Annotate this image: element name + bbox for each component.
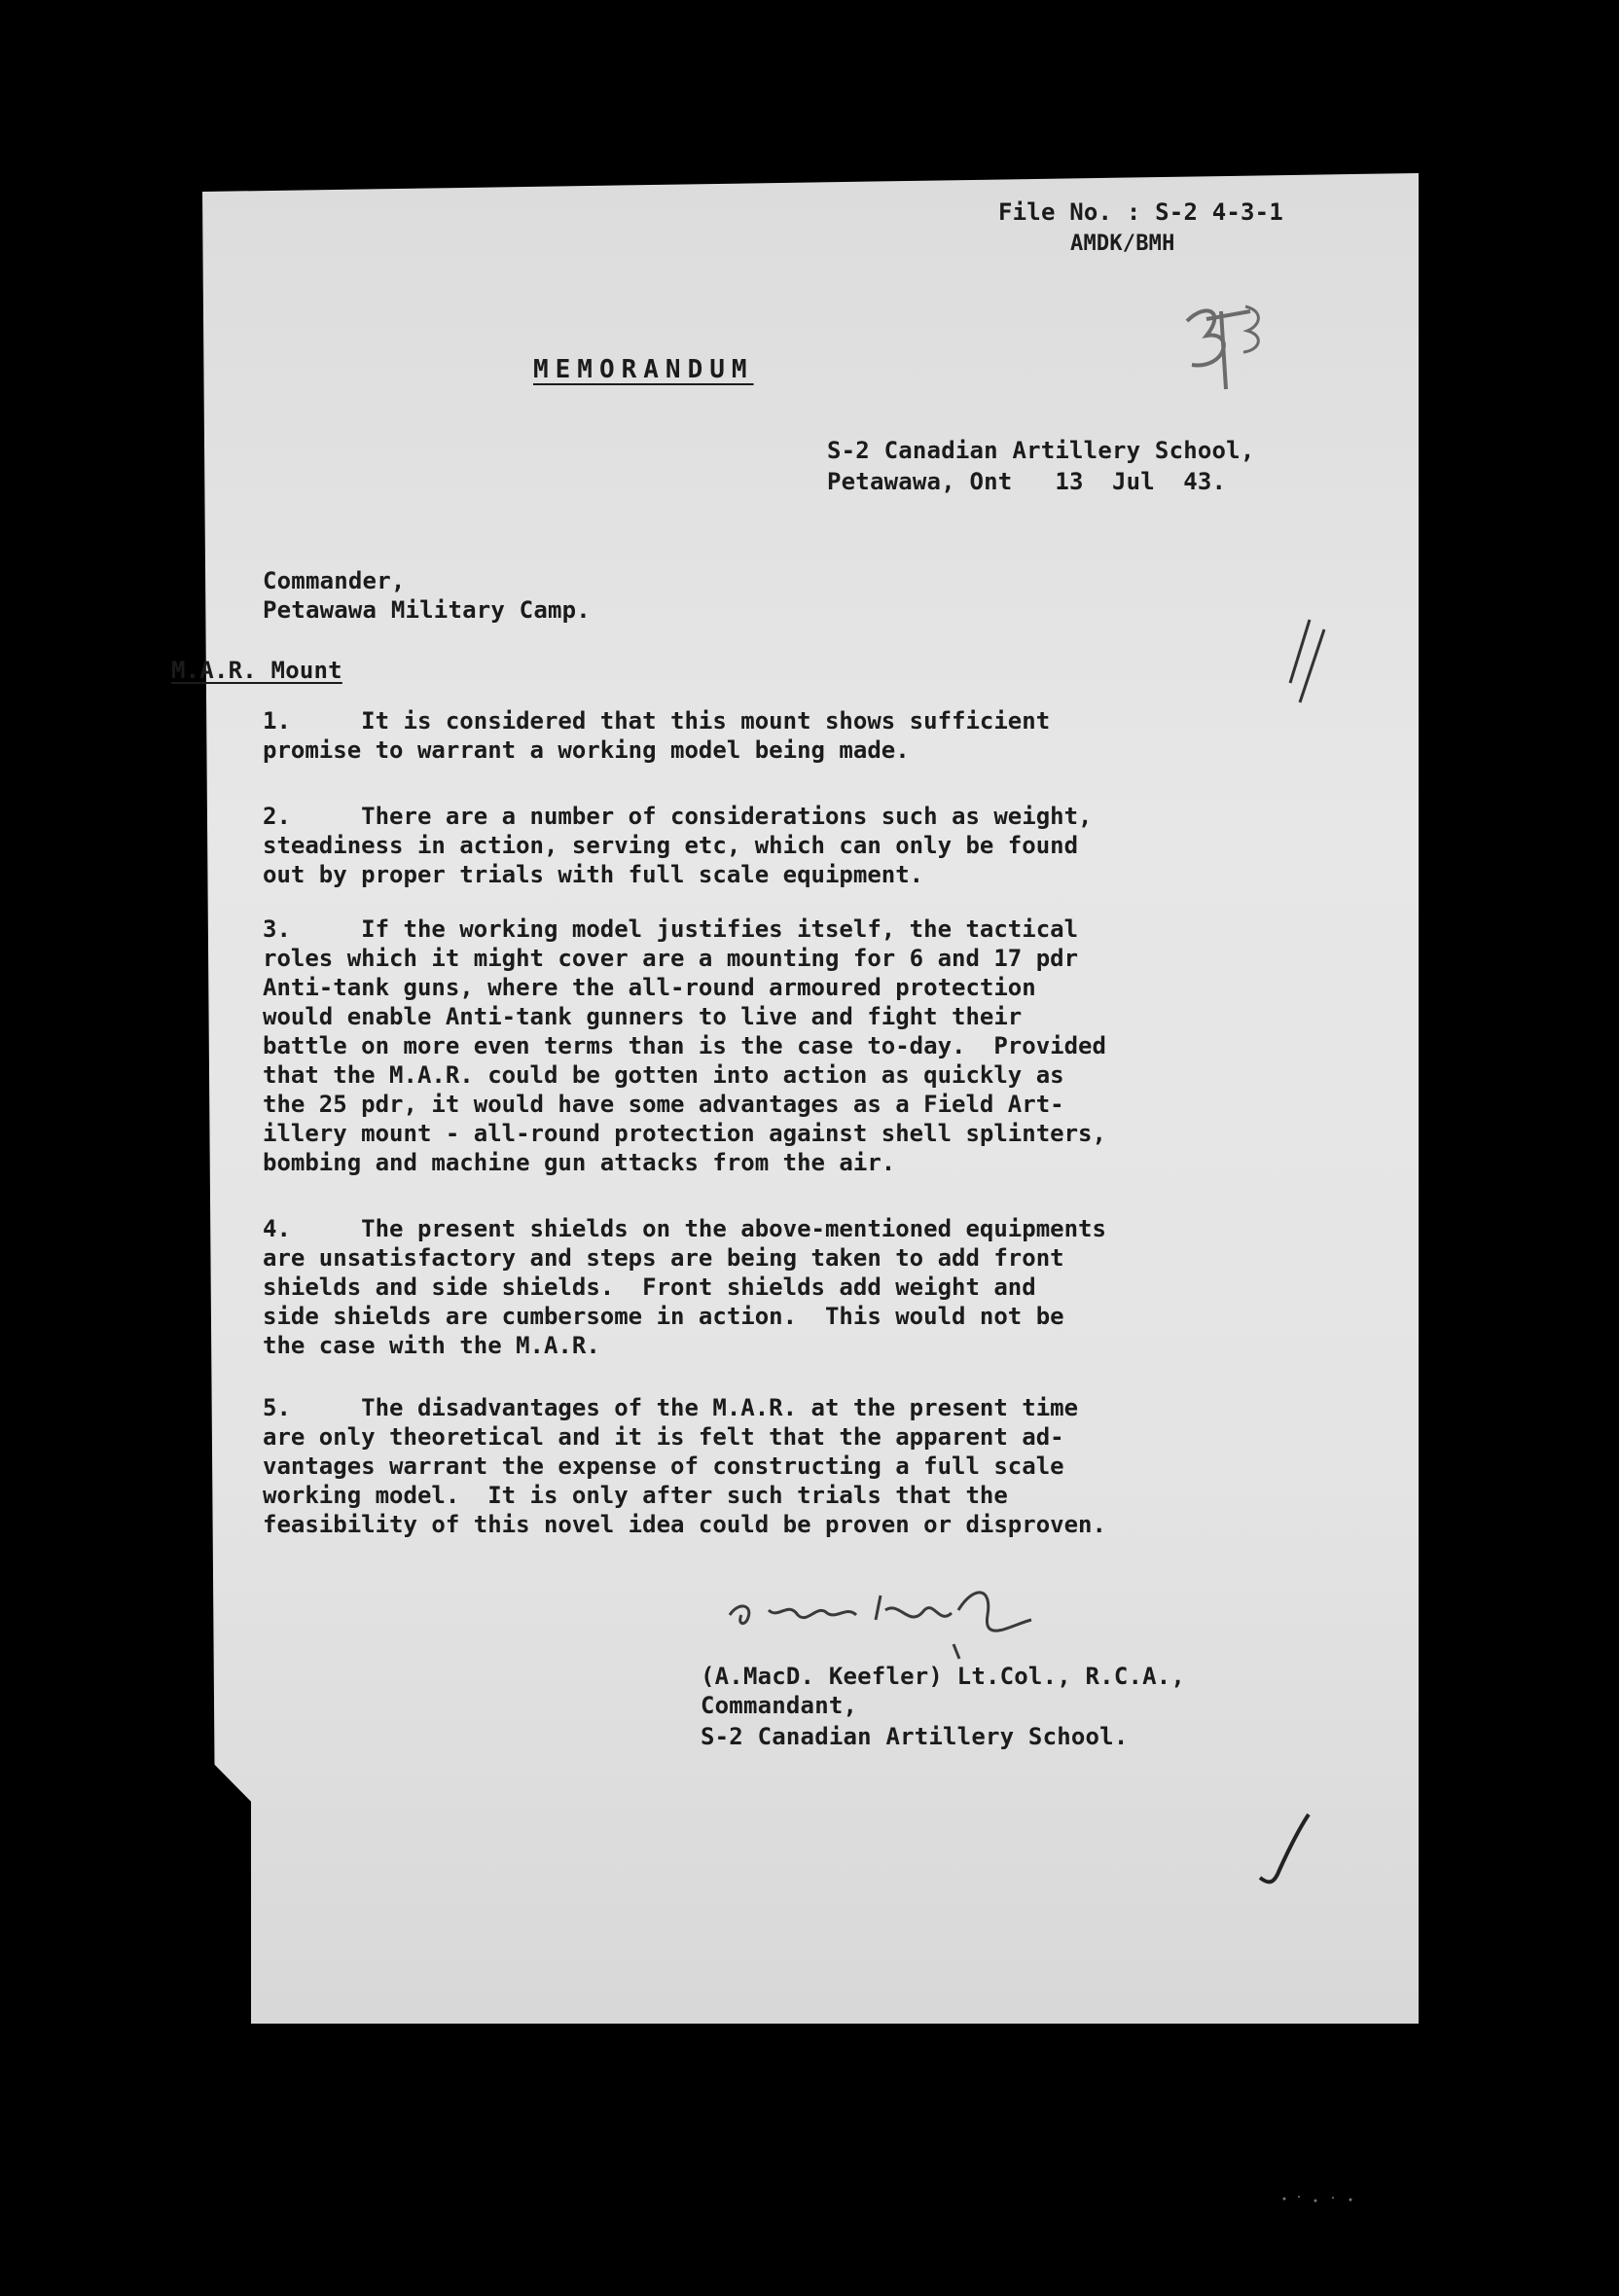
scan-noise: [1265, 2179, 1382, 2218]
paragraph-line: are unsatisfactory and steps are being taken to add front: [263, 1244, 1064, 1272]
sender-address-line1: S-2 Canadian Artillery School,: [827, 437, 1255, 464]
paragraph-line: the case with the M.A.R.: [263, 1332, 600, 1359]
paragraph-line: would enable Anti-tank gunners to live and fight their: [263, 1003, 1023, 1030]
addressee-line2: Petawawa Military Camp.: [263, 596, 591, 624]
signatory-title: Commandant,: [701, 1692, 858, 1719]
signatory-name: (A.MacD. Keefler) Lt.Col., R.C.A.,: [701, 1663, 1186, 1690]
paragraph-1: [263, 706, 1323, 765]
paragraph-line: battle on more even terms than is the case to-day. Provided: [263, 1032, 1106, 1059]
paragraph-line: feasibility of this novel idea could be proven or disproven.: [263, 1511, 1106, 1538]
paragraph-line: 1. It is considered that this mount shows sufficient: [263, 707, 1051, 735]
paragraph-line: vantages warrant the expense of constructing a full scale: [263, 1453, 1064, 1480]
paragraph-line: out by proper trials with full scale equipment.: [263, 861, 924, 888]
paragraph-line: 3. If the working model justifies itself, the tactical: [263, 915, 1079, 943]
paragraph-line: promise to warrant a working model being made.: [263, 736, 910, 764]
subject-line: M.A.R. Mount: [171, 657, 342, 684]
paragraph-line: are only theoretical and it is felt that the apparent ad-: [263, 1423, 1064, 1451]
paragraph-line: 4. The present shields on the above-mentioned equipments: [263, 1215, 1106, 1242]
paragraph-2: [263, 802, 1323, 889]
paragraph-line: the 25 pdr, it would have some advantages as a Field Art-: [263, 1091, 1064, 1118]
paragraph-line: side shields are cumbersome in action. This would not be: [263, 1303, 1064, 1330]
paragraph-line: illery mount - all-round protection against shell splinters,: [263, 1120, 1106, 1147]
paragraph-5: [263, 1393, 1323, 1539]
addressee-line1: Commander,: [263, 567, 406, 594]
paragraph-line: steadiness in action, serving etc, which can only be found: [263, 832, 1079, 859]
paragraph-line: working model. It is only after such trials that the: [263, 1482, 1008, 1509]
sender-address-line2: Petawawa, Ont 13 Jul 43.: [827, 468, 1227, 495]
paragraph-line: that the M.A.R. could be gotten into action as quickly as: [263, 1061, 1064, 1089]
paragraph-4: [263, 1214, 1323, 1360]
paragraph-3: [263, 915, 1323, 1177]
file-reference: AMDK/BMH: [1070, 232, 1175, 256]
paragraph-line: Anti-tank guns, where the all-round armoured protection: [263, 974, 1036, 1001]
check-mark-icon: [1255, 1810, 1313, 1887]
handwritten-initials-icon: [1168, 292, 1275, 399]
handwritten-signature-icon: [720, 1576, 1051, 1664]
paragraph-line: 5. The disadvantages of the M.A.R. at the present time: [263, 1394, 1079, 1421]
file-number: File No. : S-2 4-3-1: [998, 198, 1283, 226]
signatory-organization: S-2 Canadian Artillery School.: [701, 1723, 1129, 1750]
paragraph-line: shields and side shields. Front shields add weight and: [263, 1274, 1036, 1301]
paragraph-line: bombing and machine gun attacks from the air.: [263, 1149, 896, 1176]
paragraph-line: roles which it might cover are a mounting for 6 and 17 pdr: [263, 945, 1079, 972]
memo-title: MEMORANDUM: [533, 355, 754, 384]
paragraph-line: 2. There are a number of considerations such as weight,: [263, 803, 1093, 830]
handwritten-tick-icon: [1271, 615, 1329, 712]
